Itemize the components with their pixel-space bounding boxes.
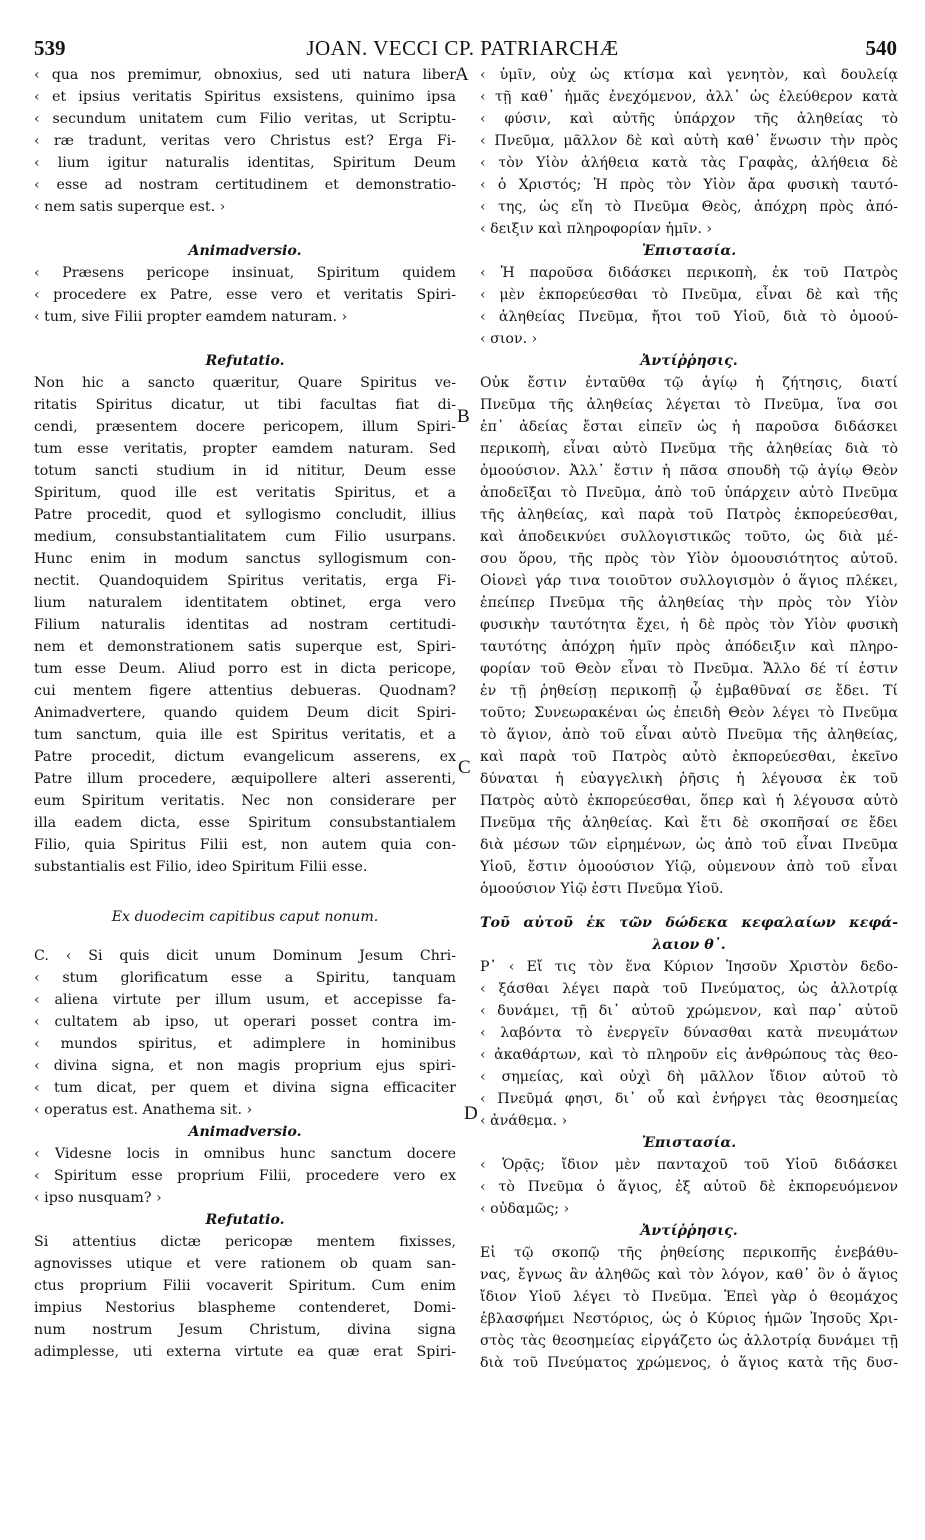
text-line: Filio, quia Spiritus Filii est, non autem quia con-: [34, 837, 456, 853]
text-line: ‹ operatus est. Anathema sit. ›: [34, 1102, 253, 1118]
text-line: medium, consubstantialitatem cum Filio usurpans.: [34, 529, 456, 545]
greek-column: [480, 64, 898, 1374]
text-line: ‹ aliena virtute per illum usum, et accepisse fa-: [34, 992, 456, 1008]
text-line: φορίαν τοῦ Θεὸν εἶναι τὸ Πνεῦμα. Ἄλλο δέ τί ἐστιν: [480, 661, 898, 677]
text-line: ‹ mundos spiritus, et adimplere in hominibus: [34, 1036, 456, 1052]
text-line: nectit. Quandoquidem Spiritus veritatis, erga Fi-: [34, 573, 456, 589]
text-line: ‹ stum glorificatum esse a Spiritu, tanquam: [34, 970, 456, 986]
page-header: [0, 36, 925, 60]
greek-paragraph-3: [480, 372, 898, 900]
section-heading: Ἀντίῤῥησις.: [640, 353, 738, 369]
section-heading: Ex duodecim capitibus caput nonum.: [111, 909, 379, 925]
text-line: ‹ ræ tradunt, veritas vero Christus est? Erga Fi-: [34, 133, 456, 149]
text-line: Filium naturalis identitas ad nostram certitudi-: [34, 617, 456, 633]
text-line: ὁμοούσιον. Ἀλλ᾽ ἔστιν ἡ πᾶσα σπουδὴ τῷ ἁγίῳ Θεὸν: [480, 463, 898, 479]
latin-paragraph-5: [34, 1143, 456, 1209]
latin-paragraph-6: [34, 1231, 456, 1363]
text-line: ‹ tum, sive Filii propter eamdem naturam. ›: [34, 309, 348, 325]
text-line: ‹ ὁ Χριστός; Ἡ πρὸς τὸν Υἱὸν ἄρα φυσικὴ ταυτό-: [480, 177, 898, 193]
text-line: ‹ Πνεῦμά φησι, δι᾽ οὗ καὶ ἐνήργει τὰς θεοσημείας: [480, 1091, 898, 1107]
text-line: Patre procedit, quod et syllogismo concludit, illius: [34, 507, 456, 523]
text-line: impius Nestorius blaspheme contenderet, Domi-: [34, 1300, 456, 1316]
section-heading: Animadversio.: [188, 243, 302, 259]
text-line: ‹ et ipsius veritatis Spiritus exsistens, quinimo ipsa: [34, 89, 456, 105]
margin-letter-b: B: [457, 406, 470, 427]
text-line: τοῦτο; Συνεωρακέναι ὡς ἐπειδὴ Θεὸν λέγει τὸ Πνεῦμα: [480, 705, 898, 721]
text-line: Patre procedit, dictum evangelicum asserens, ex: [34, 749, 456, 765]
text-line: Non hic a sancto quæritur, Quare Spiritus ve-: [34, 375, 456, 391]
text-line: ‹ σημείας, καὶ οὐχὶ δὴ μᾶλλον ἴδιον αὐτοῦ τὸ: [480, 1069, 898, 1085]
text-line: καὶ ἀποδεικνύει συλλογιστικῶς τοῦτο, ὡς διὰ μέ-: [480, 529, 898, 545]
text-line: ritatis Spiritus dicatur, ut tibi facultas fiat di-: [34, 397, 456, 413]
text-line: ἐβλασφήμει Νεστόριος, ὡς ὁ Κύριος ἡμῶν Ἰησοῦς Χρι-: [480, 1311, 898, 1327]
text-line: ‹ Ὁρᾷς; ἴδιον μὲν πανταχοῦ τοῦ Υἱοῦ διδάσκει: [480, 1157, 898, 1173]
text-line: eum Spiritum veritatis. Nec non considerare per: [34, 793, 456, 809]
section-heading-continued: λαιον θ᾽.: [652, 937, 726, 953]
text-line: ‹ λαβόντα τὸ ἐνεργεῖν δύνασθαι κατὰ πνευμάτων: [480, 1025, 898, 1041]
section-heading: Ἐπιστασία.: [641, 243, 737, 259]
text-line: num nostrum Jesum Christum, divina signa: [34, 1322, 456, 1338]
text-line: ‹ τὸν Υἱὸν ἀλήθεια κατὰ τὰς Γραφὰς, ἀλήθεια δὲ: [480, 155, 898, 171]
section-heading: Refutatio.: [205, 353, 285, 369]
text-line: ‹ Præsens pericope insinuat, Spiritum quidem: [34, 265, 456, 281]
section-heading: Τοῦ αὐτοῦ ἐκ τῶν δώδεκα κεφαλαίων κεφά-: [480, 915, 898, 931]
text-line: ‹ procedere ex Patre, esse vero et veritatis Spiri-: [34, 287, 456, 303]
text-line: Hunc enim in modum sanctus syllogismum con-: [34, 551, 456, 567]
text-line: ‹ μὲν ἐκπορεύεσθαι τὸ Πνεῦμα, εἶναι δὲ καὶ τῆς: [480, 287, 898, 303]
page-number-left: 539: [34, 36, 66, 60]
latin-paragraph-1: [34, 64, 456, 218]
text-line: περικοπὴ, εἶναι αὐτὸ Πνεῦμα τῆς ἀληθείας διὰ τὸ: [480, 441, 898, 457]
text-line: ‹ σιον. ›: [480, 331, 538, 347]
text-line: διὰ μέσων τῶν εἰρημένων, ὡς ἀπὸ τοῦ εἶναι Πνεῦμα: [480, 837, 898, 853]
latin-paragraph-3: [34, 372, 456, 878]
text-line: tum sanctum, quia ille est Spiritus veritatis, et a: [34, 727, 456, 743]
text-line: ‹ ἀνάθεμα. ›: [480, 1113, 568, 1129]
text-line: ‹ τὸ Πνεῦμα ὁ ἅγιος, ἐξ αὐτοῦ δὲ ἐκπορευόμενον: [480, 1179, 898, 1195]
text-line: διὰ τοῦ Πνεύματος χρώμενος, ὁ ἅγιος κατὰ τῆς δυσ-: [480, 1355, 898, 1371]
text-line: νας, ἔγνως ἂν ἀληθῶς καὶ τὸν λόγον, καθ᾽ ὃν ὁ ἅγιος: [480, 1267, 898, 1283]
section-heading: Animadversio.: [188, 1124, 302, 1140]
text-line: illa eadem dicta, esse Spiritum consubstantialem: [34, 815, 456, 831]
text-line: tum esse Deum. Aliud porro est in dicta pericope,: [34, 661, 456, 677]
margin-letter-d: D: [464, 1103, 478, 1124]
greek-paragraph-1: [480, 64, 898, 240]
text-line: ‹ ἀληθείας Πνεῦμα, ἤτοι τοῦ Υἱοῦ, διὰ τὸ ὁμοού-: [480, 309, 898, 325]
text-line: Πνεῦμα τῆς ἀληθείας. Καὶ ἔτι δὲ σκοπῆσαί σε ἔδει: [480, 815, 898, 831]
text-line: ‹ δυνάμει, τῇ δι᾽ αὐτοῦ χρώμενον, καὶ παρ᾽ αὐτοῦ: [480, 1003, 898, 1019]
text-line: φυσικὴν ταυτότητα ἔχει, ἡ δὲ πρὸς τὸν Υἱὸν φυσικὴ: [480, 617, 898, 633]
text-line: καὶ παρὰ τοῦ Πατρὸς αὐτὸ ἐκπορεύεσθαι, ἐκεῖνο: [480, 749, 898, 765]
text-line: σου ὅρου, τῆς πρὸς τὸν Υἱὸν ὁμοουσιότητος αὐτοῦ.: [480, 551, 898, 567]
margin-letter-c: C: [458, 757, 471, 778]
text-line: Ρ᾽ ‹ Εἴ τις τὸν ἕνα Κύριον Ἰησοῦν Χριστὸν δεδο-: [480, 959, 898, 975]
latin-paragraph-2: [34, 262, 456, 328]
text-line: ‹ tum dicat, per quem et divina signa efficaciter: [34, 1080, 456, 1096]
text-line: ὁμοούσιον Υἱῷ ἐστι Πνεῦμα Υἱοῦ.: [480, 881, 724, 897]
text-line: ‹ ὑμῖν, οὐχ ὡς κτίσμα καὶ γενητὸν, καὶ δουλείᾳ: [480, 67, 898, 83]
text-line: ‹ secundum unitatem cum Filio veritas, ut Scriptu-: [34, 111, 456, 127]
greek-paragraph-5: [480, 1154, 898, 1220]
text-line: ‹ ἀκαθάρτων, καὶ τὸ πληροῦν εἰς ἀνθρώπους τὰς θεο-: [480, 1047, 898, 1063]
text-line: Spiritum, quod ille est veritatis Spiritus, et a: [34, 485, 456, 501]
text-line: ἐπ᾽ ἀδείας ἔσται εἰπεῖν ὡς ἡ παροῦσα διδάσκει: [480, 419, 898, 435]
text-line: ‹ Spiritum esse proprium Filii, procedere vero ex: [34, 1168, 456, 1184]
text-line: adimplesse, uti externa virtute ea quæ erat Spiri-: [34, 1344, 456, 1360]
text-line: totum sancti studium in id nititur, Deum esse: [34, 463, 456, 479]
text-line: ‹ nem satis superque est. ›: [34, 199, 226, 215]
text-line: ‹ φύσιν, καὶ αὐτῆς ὑπάρχον τῆς ἀληθείας τὸ: [480, 111, 898, 127]
text-line: ‹ divina signa, et non magis proprium ejus spiri-: [34, 1058, 456, 1074]
greek-paragraph-6: [480, 1242, 898, 1374]
section-heading: Ἀντίῤῥησις.: [640, 1223, 738, 1239]
running-title: JOAN. VECCI CP. PATRIARCHÆ: [306, 36, 619, 60]
text-line: ‹ Ἡ παροῦσα διδάσκει περικοπὴ, ἐκ τοῦ Πατρὸς: [480, 265, 898, 281]
text-line: lium naturalem identitatem obtinet, erga vero: [34, 595, 456, 611]
text-line: ‹ Videsne locis in omnibus hunc sanctum docere: [34, 1146, 456, 1162]
text-line: tum esse veritatis, propter eamdem naturam. Sed: [34, 441, 456, 457]
text-line: ἐπείπερ Πνεῦμα τῆς ἀληθείας τὴν πρὸς τὸν Υἱὸν: [480, 595, 898, 611]
text-line: Εἰ τῷ σκοπῷ τῆς ῥηθείσης περικοπῆς ἐνεβάθυ-: [480, 1245, 898, 1261]
latin-column: [34, 64, 456, 1363]
text-line: δύναται ἡ εὐαγγελικὴ ῥῆσις ἡ λέγουσα ἐκ τοῦ: [480, 771, 898, 787]
text-line: C. ‹ Si quis dicit unum Dominum Jesum Chri-: [34, 948, 456, 964]
text-line: ‹ δειξιν καὶ πληροφορίαν ἡμῖν. ›: [480, 221, 713, 237]
greek-paragraph-2: [480, 262, 898, 350]
text-line: Οὐκ ἔστιν ἐνταῦθα τῷ ἁγίῳ ἡ ζήτησις, διατί: [480, 375, 898, 391]
text-line: agnovisses utique et vere rationem ob quam san-: [34, 1256, 456, 1272]
text-line: cendi, præsentem docere pericopem, illum Spiri-: [34, 419, 456, 435]
text-line: Patre illum procedere, æquipollere alteri asserenti,: [34, 771, 456, 787]
latin-paragraph-4: [34, 945, 456, 1121]
text-line: ‹ qua nos premimur, obnoxius, sed uti natura liber: [34, 67, 456, 83]
text-line: ‹ Πνεῦμα, μᾶλλον δὲ καὶ αὐτὴ καθ᾽ ἕνωσιν τὴν πρὸς: [480, 133, 898, 149]
section-heading: Refutatio.: [205, 1212, 285, 1228]
text-line: substantialis est Filio, ideo Spiritum Filii esse.: [34, 859, 368, 875]
greek-paragraph-4: [480, 956, 898, 1132]
text-line: στὸς τὰς θεοσημείας εἰργάζετο ὡς ἀλλοτρίᾳ δυνάμει τῇ: [480, 1333, 898, 1349]
text-line: τὸ ἅγιον, ἀπὸ τοῦ εἶναι αὐτὸ Πνεῦμα τῆς ἀληθείας,: [480, 727, 898, 743]
text-line: τῆς ἀληθείας, καὶ παρὰ τοῦ Πατρὸς ἐκπορεύεσθαι,: [480, 507, 898, 523]
text-line: cui mentem figere attentius debueras. Quodnam?: [34, 683, 456, 699]
text-line: ἐν τῇ ῥηθείσῃ περικοπῇ ᾧ ἐμβαθῦναί σε ἔδει. Τί: [480, 683, 898, 699]
text-line: Πνεῦμα τῆς ἀληθείας λέγεται τὸ Πνεῦμα, ἵνα σοι: [480, 397, 898, 413]
text-line: ‹ της, ὡς εἴη τὸ Πνεῦμα Θεὸς, ἀπόχρη πρὸς ἀπό-: [480, 199, 898, 215]
text-line: ἀποδεῖξαι τὸ Πνεῦμα, ἀπὸ τοῦ ὑπάρχειν αὐτὸ Πνεῦμα: [480, 485, 898, 501]
text-line: ‹ cultatem ab ipso, ut operari posset contra im-: [34, 1014, 456, 1030]
text-line: Πατρὸς αὐτὸ ἐκπορεύεσθαι, ὅπερ καὶ ἡ λέγουσα αὐτὸ: [480, 793, 898, 809]
text-line: ‹ οὐδαμῶς; ›: [480, 1201, 570, 1217]
section-heading: Ἐπιστασία.: [641, 1135, 737, 1151]
text-line: Οἱονεὶ γάρ τινα τοιοῦτον συλλογισμὸν ὁ ἅγιος πλέκει,: [480, 573, 898, 589]
text-line: ‹ τῇ καθ᾽ ἡμᾶς ἐνεχόμενον, ἀλλ᾽ ὡς ἐλεύθερον κατὰ: [480, 89, 898, 105]
text-line: Si attentius dictæ pericopæ mentem fixisses,: [34, 1234, 456, 1250]
text-line: nem et demonstrationem satis superque est, Spiri-: [34, 639, 456, 655]
text-line: ταυτότης ἀπόχρη ἡμῖν πρὸς ἀπόδειξιν καὶ πληρο-: [480, 639, 898, 655]
page-number-right: 540: [865, 36, 897, 60]
margin-letter-a: A: [455, 64, 469, 85]
text-line: ‹ ξάσθαι λέγει παρὰ τοῦ Πνεύματος, ὡς ἀλλοτρίᾳ: [480, 981, 898, 997]
text-line: ‹ ipso nusquam? ›: [34, 1190, 162, 1206]
text-line: Animadvertere, quando quidem Deum dicit Spiri-: [34, 705, 456, 721]
text-line: ‹ esse ad nostram certitudinem et demonstratio-: [34, 177, 456, 193]
text-line: ‹ lium igitur naturalis identitas, Spiritum Deum: [34, 155, 456, 171]
text-line: ctus proprium Filii vocaverit Spiritum. Cum enim: [34, 1278, 456, 1294]
text-line: ἴδιον Υἱοῦ λέγει τὸ Πνεῦμα. Ἐπεὶ γὰρ ὁ θεομάχος: [480, 1289, 898, 1305]
text-line: Υἱοῦ, ἔστιν ὁμοούσιον Υἱῷ, οὐμενουν ἀπὸ τοῦ εἶναι: [480, 859, 898, 875]
